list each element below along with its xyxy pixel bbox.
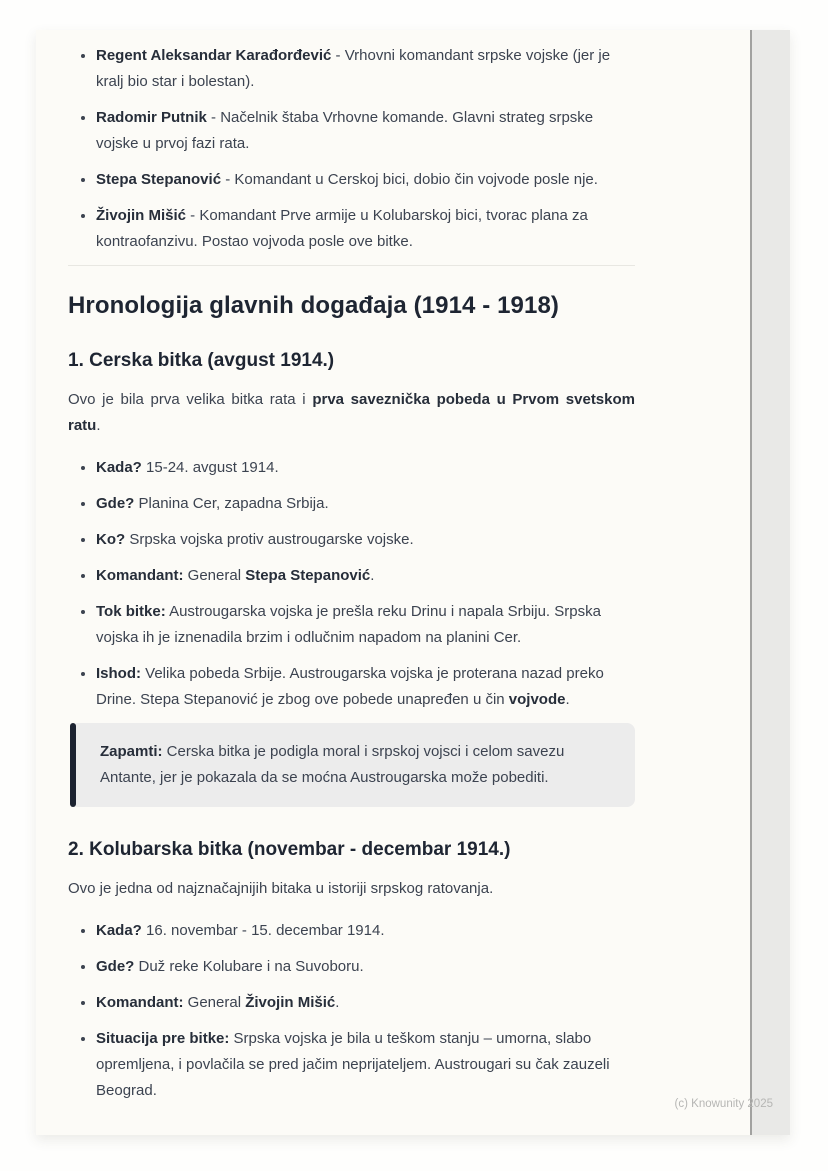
callout-text: [100, 743, 564, 786]
text: 15-24. avgust 1914.: [141, 459, 279, 476]
section-heading-kolubarska: 2. Kolubarska bitka (novembar - decembar 1914.): [68, 839, 511, 860]
text: Srpska vojska je bila u teškom stanju – umorna, slabo opremljena, i povlačila se pred jačim neprijateljem. Austrougari su čak zauzeli Beograd.: [96, 1030, 610, 1099]
text: .: [370, 567, 375, 584]
text: .: [565, 691, 570, 708]
list-item: [96, 527, 635, 553]
section2-facts-list: [68, 918, 635, 1104]
text: - Načelnik štaba Vrhovne komande. Glavni strateg srpske vojske u prvoj fazi rata.: [96, 109, 594, 152]
text: Cerska bitka je podigla moral i srpskoj vojsci i celom savezu Antante, jer je pokazala da se moćna Austrougarska može pobediti.: [100, 743, 565, 786]
bold-text: Kada?: [96, 459, 142, 476]
document-content: [68, 30, 635, 1104]
bold-text: Gde?: [96, 958, 135, 975]
text: General: [183, 994, 246, 1011]
list-item: [96, 167, 635, 193]
text: - Komandant u Cerskoj bici, dobio čin vojvode posle nje.: [221, 171, 598, 188]
bold-text: prva saveznička pobeda u Prvom svetskom ratu: [68, 391, 635, 434]
bold-text: vojvode: [508, 691, 566, 708]
section2-intro-paragraph: [68, 876, 635, 902]
bold-text: Ko?: [96, 531, 126, 548]
bold-text: Živojin Mišić: [245, 994, 336, 1011]
bold-text: Regent Aleksandar Karađorđević: [96, 47, 332, 64]
bold-text: Zapamti:: [100, 743, 163, 760]
bold-text: Komandant:: [96, 567, 184, 584]
section1-facts-list: [68, 455, 635, 713]
list-item: [96, 203, 635, 255]
main-heading: Hronologija glavnih događaja (1914 - 1918): [68, 292, 559, 319]
bold-text: Ishod:: [96, 665, 141, 682]
list-item: [96, 563, 635, 589]
document-page: [36, 30, 790, 1135]
list-item: [96, 954, 635, 980]
scrollbar[interactable]: [750, 30, 790, 1135]
list-item: [96, 918, 635, 944]
bold-text: Situacija pre bitke:: [96, 1030, 230, 1047]
list-item: [96, 105, 635, 157]
text: Ovo je bila prva velika bitka rata i: [68, 391, 313, 408]
section-heading-cerska: 1. Cerska bitka (avgust 1914.): [68, 350, 335, 371]
bold-text: Kada?: [96, 922, 142, 939]
section1-intro-paragraph: [68, 387, 635, 439]
list-item: [96, 990, 635, 1016]
list-item: [96, 599, 635, 651]
list-item: [96, 1026, 635, 1104]
text: Srpska vojska protiv austrougarske vojske.: [125, 531, 414, 548]
text: Austrougarska vojska je prešla reku Drinu i napala Srbiju. Srpska vojska ih je iznenadila brzim i odlučnim napadom na planini Cer.: [96, 603, 601, 646]
bold-text: Živojin Mišić: [96, 207, 187, 224]
bold-text: Gde?: [96, 495, 135, 512]
text: Velika pobeda Srbije. Austrougarska vojska je proterana nazad preko Drine. Stepa Stepanović je zbog ove pobede unapređen u čin: [96, 665, 604, 708]
bold-text: Stepa Stepanović: [96, 171, 222, 188]
watermark: (c) Knowunity 2025: [674, 1098, 773, 1110]
divider: [68, 265, 635, 266]
list-item: [96, 43, 635, 95]
list-item: [96, 661, 635, 713]
text: Planina Cer, zapadna Srbija.: [134, 495, 329, 512]
bold-text: Radomir Putnik: [96, 109, 207, 126]
bold-text: Stepa Stepanović: [245, 567, 371, 584]
callout-box: [70, 723, 635, 807]
bold-text: Tok bitke:: [96, 603, 166, 620]
text: - Komandant Prve armije u Kolubarskoj bici, tvorac plana za kontraofanzivu. Postao vojvoda posle ove bitke.: [96, 207, 588, 250]
text: 16. novembar - 15. decembar 1914.: [141, 922, 385, 939]
callout-accent-bar: [70, 723, 76, 807]
text: .: [96, 417, 101, 434]
text: .: [335, 994, 340, 1011]
intro-list: [68, 43, 635, 255]
bold-text: Komandant:: [96, 994, 184, 1011]
text: Duž reke Kolubare i na Suvoboru.: [134, 958, 364, 975]
text: - Vrhovni komandant srpske vojske (jer je kralj bio star i bolestan).: [96, 47, 611, 90]
list-item: [96, 455, 635, 481]
list-item: [96, 491, 635, 517]
text: Ovo je jedna od najznačajnijih bitaka u istoriji srpskog ratovanja.: [68, 880, 494, 897]
text: General: [183, 567, 246, 584]
